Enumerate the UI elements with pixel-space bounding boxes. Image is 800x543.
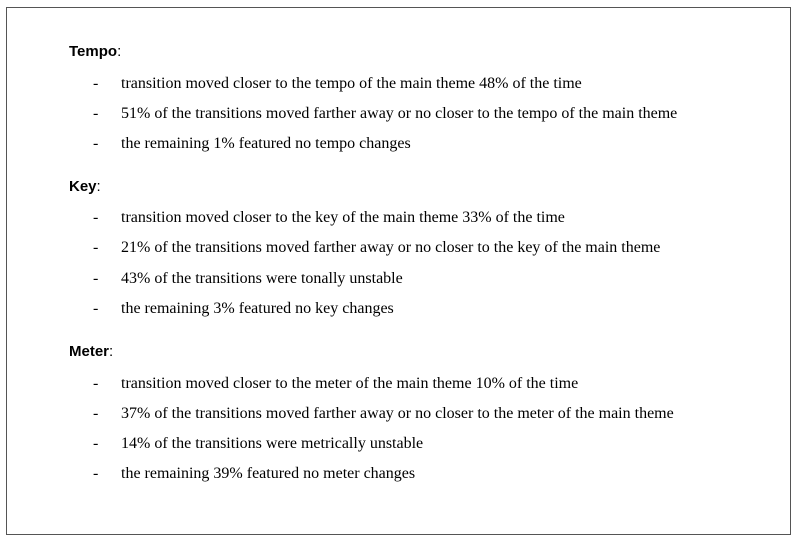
- list-item-text: transition moved closer to the meter of the main theme 10% of the time: [121, 375, 579, 392]
- list-item-text: 21% of the transitions moved farther away or no closer to the key of the main theme: [121, 239, 661, 256]
- list-item-text: 14% of the transitions were metrically unstable: [121, 435, 424, 452]
- list-marker: -: [93, 465, 99, 482]
- list-item: [7, 134, 790, 154]
- list-item: [7, 299, 790, 319]
- section-heading: Tempo:: [69, 43, 122, 60]
- list-marker: -: [93, 375, 99, 392]
- document-frame: [6, 7, 791, 535]
- list-marker: -: [93, 300, 99, 317]
- list-marker: -: [93, 135, 99, 152]
- list-item-text: the remaining 39% featured no meter changes: [121, 465, 416, 482]
- list-item: [7, 74, 790, 94]
- list-item-text: transition moved closer to the key of the main theme 33% of the time: [121, 209, 565, 226]
- list-marker: -: [93, 105, 99, 122]
- list-item-text: 37% of the transitions moved farther away or no closer to the meter of the main theme: [121, 405, 674, 422]
- list-marker: -: [93, 75, 99, 92]
- list-item: [7, 269, 790, 289]
- list-item-text: 43% of the transitions were tonally unstable: [121, 270, 403, 287]
- list-item: [7, 434, 790, 454]
- list-marker: -: [93, 270, 99, 287]
- list-item: [7, 464, 790, 484]
- list-item-text: transition moved closer to the tempo of the main theme 48% of the time: [121, 75, 582, 92]
- list-item: [7, 208, 790, 228]
- list-item: [7, 104, 790, 124]
- list-marker: -: [93, 435, 99, 452]
- section-heading: Key:: [69, 178, 101, 195]
- list-item: [7, 374, 790, 394]
- section-heading: Meter:: [69, 343, 114, 360]
- list-item: [7, 238, 790, 258]
- list-marker: -: [93, 239, 99, 256]
- list-item-text: the remaining 1% featured no tempo changes: [121, 135, 411, 152]
- list-item: [7, 404, 790, 424]
- list-item-text: the remaining 3% featured no key changes: [121, 300, 394, 317]
- list-marker: -: [93, 405, 99, 422]
- list-item-text: 51% of the transitions moved farther away or no closer to the tempo of the main theme: [121, 105, 678, 122]
- list-marker: -: [93, 209, 99, 226]
